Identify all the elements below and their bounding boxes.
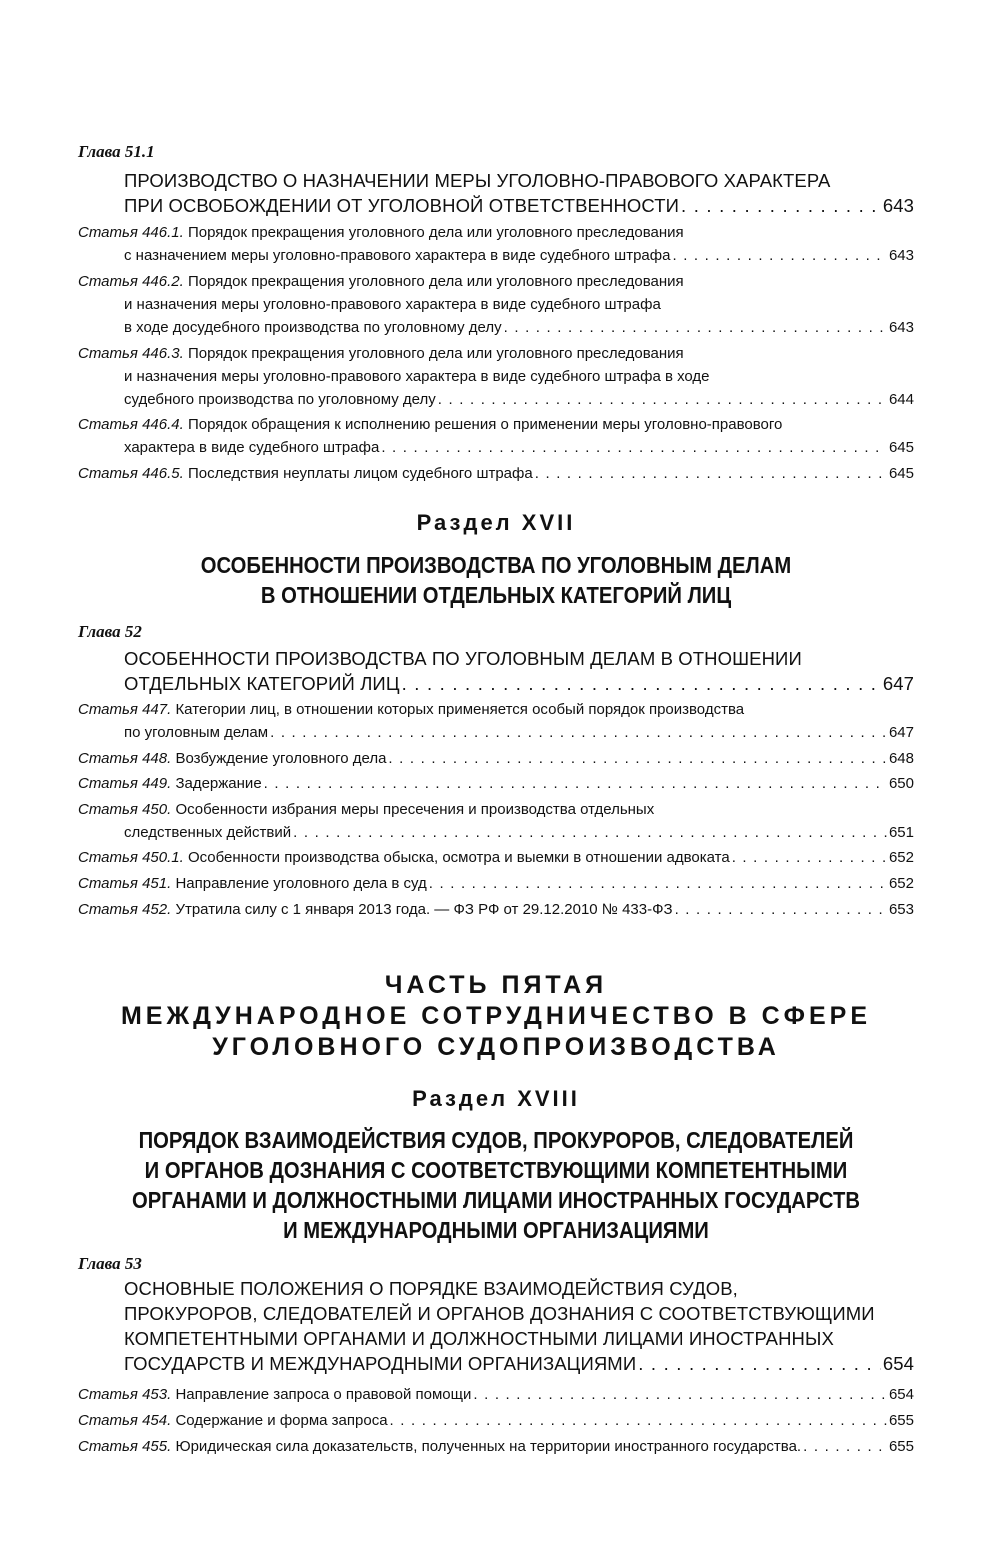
chapter-title-leader bbox=[124, 1351, 914, 1376]
article-title: следственных действий bbox=[124, 824, 292, 841]
dot-leader bbox=[803, 1435, 887, 1458]
toc-entry-article-446-1 bbox=[78, 221, 914, 267]
page-number: 643 bbox=[882, 195, 914, 216]
article-title: Утратила силу с 1 января 2013 года. — ФЗ РФ от 29.12.2010 № 433-ФЗ bbox=[175, 901, 673, 918]
chapter-label: Глава 52 bbox=[78, 622, 142, 641]
dot-leader bbox=[402, 671, 881, 696]
dot-leader bbox=[381, 436, 887, 459]
article-label: Статья 452. bbox=[78, 901, 172, 918]
page-number: 647 bbox=[882, 673, 914, 694]
article-label: Статья 446.5. bbox=[78, 465, 184, 482]
section-title bbox=[111, 550, 882, 610]
section-title-line: ОРГАНАМИ И ДОЛЖНОСТНЫМИ ЛИЦАМИ ИНОСТРАННЫХ ГОСУДАРСТВ bbox=[131, 1187, 861, 1213]
page-number: 654 bbox=[882, 1353, 914, 1374]
dot-leader bbox=[638, 1351, 881, 1376]
section-title-line: ПОРЯДОК ВЗАИМОДЕЙСТВИЯ СУДОВ, ПРОКУРОРОВ, СЛЕДОВАТЕЛЕЙ bbox=[138, 1127, 854, 1153]
toc-page bbox=[78, 0, 914, 1552]
page-number: 645 bbox=[888, 439, 914, 456]
dot-leader bbox=[388, 747, 887, 770]
page-number: 644 bbox=[888, 391, 914, 408]
chapter-title-line: ОТДЕЛЬНЫХ КАТЕГОРИЙ ЛИЦ bbox=[124, 673, 400, 694]
article-title: Особенности производства обыска, осмотра и выемки в отношении адвоката bbox=[187, 849, 730, 866]
toc-entry-article-452 bbox=[78, 898, 914, 921]
toc-entry-article-446-2 bbox=[78, 270, 914, 339]
toc-entry-article-454 bbox=[78, 1409, 914, 1432]
page-number: 653 bbox=[888, 901, 914, 918]
section-title-line: В ОТНОШЕНИИ ОТДЕЛЬНЫХ КАТЕГОРИЙ ЛИЦ bbox=[260, 582, 732, 608]
part-title-line: УГОЛОВНОГО СУДОПРОИЗВОДСТВА bbox=[212, 1033, 780, 1061]
dot-leader bbox=[732, 846, 887, 869]
dot-leader bbox=[429, 872, 887, 895]
chapter-title-line: ГОСУДАРСТВ И МЕЖДУНАРОДНЫМИ ОРГАНИЗАЦИЯМИ bbox=[124, 1353, 637, 1374]
toc-entry-article-450-1 bbox=[78, 846, 914, 869]
page-number: 655 bbox=[888, 1412, 914, 1429]
article-title: Содержание и форма запроса bbox=[175, 1412, 388, 1429]
page-number: 647 bbox=[888, 724, 914, 741]
part-title bbox=[48, 970, 944, 1063]
article-title: и назначения меры уголовно-правового характера в виде судебного штрафа bbox=[124, 296, 661, 313]
dot-leader bbox=[264, 772, 887, 795]
article-title: Направление уголовного дела в суд bbox=[175, 875, 427, 892]
chapter-title-line: ПРОКУРОРОВ, СЛЕДОВАТЕЛЕЙ И ОРГАНОВ ДОЗНАНИЯ С СООТВЕТСТВУЮЩИМИ bbox=[124, 1303, 875, 1324]
article-label: Статья 446.1. bbox=[78, 224, 184, 241]
dot-leader bbox=[390, 1409, 887, 1432]
article-title: Порядок прекращения уголовного дела или уголовного преследования bbox=[187, 345, 684, 362]
dot-leader bbox=[672, 244, 887, 267]
page-number: 655 bbox=[888, 1438, 914, 1455]
part-title-line: ЧАСТЬ ПЯТАЯ bbox=[384, 971, 608, 999]
section-label: Раздел XVIII bbox=[412, 1086, 580, 1111]
chapter-title-line: ОСНОВНЫЕ ПОЛОЖЕНИЯ О ПОРЯДКЕ ВЗАИМОДЕЙСТВИЯ СУДОВ, bbox=[124, 1278, 738, 1299]
chapter-title-line: ПРИ ОСВОБОЖДЕНИИ ОТ УГОЛОВНОЙ ОТВЕТСТВЕННОСТИ bbox=[124, 195, 680, 216]
toc-entry-article-448 bbox=[78, 747, 914, 770]
chapter-title-leader bbox=[124, 671, 914, 696]
page-number: 654 bbox=[888, 1386, 914, 1403]
article-label: Статья 446.4. bbox=[78, 416, 184, 433]
article-title: Задержание bbox=[175, 775, 262, 792]
article-label: Статья 453. bbox=[78, 1386, 172, 1403]
page-number: 643 bbox=[888, 319, 914, 336]
page-number: 643 bbox=[888, 247, 914, 264]
dot-leader bbox=[681, 193, 881, 218]
section-title-line: ОСОБЕННОСТИ ПРОИЗВОДСТВА ПО УГОЛОВНЫМ ДЕЛАМ bbox=[200, 552, 792, 578]
article-title: Особенности избрания меры пресечения и производства отдельных bbox=[175, 801, 655, 818]
article-label: Статья 447. bbox=[78, 701, 172, 718]
dot-leader bbox=[270, 721, 887, 744]
page-number: 652 bbox=[888, 849, 914, 866]
toc-entry-article-451 bbox=[78, 872, 914, 895]
article-title: Категории лиц, в отношении которых применяется особый порядок производства bbox=[175, 701, 745, 718]
chapter-title bbox=[124, 1276, 914, 1376]
chapter-title bbox=[124, 646, 914, 696]
chapter-label: Глава 53 bbox=[78, 1254, 142, 1273]
page-number: 650 bbox=[888, 775, 914, 792]
dot-leader bbox=[473, 1383, 887, 1406]
page-number: 645 bbox=[888, 465, 914, 482]
dot-leader bbox=[438, 388, 887, 411]
article-label: Статья 454. bbox=[78, 1412, 172, 1429]
part-title-line: МЕЖДУНАРОДНОЕ СОТРУДНИЧЕСТВО В СФЕРЕ bbox=[120, 1002, 872, 1030]
chapter-label: Глава 51.1 bbox=[78, 142, 155, 161]
chapter-title-line: ПРОИЗВОДСТВО О НАЗНАЧЕНИИ МЕРЫ УГОЛОВНО-ПРАВОВОГО ХАРАКТЕРА bbox=[124, 170, 831, 191]
article-label: Статья 450. bbox=[78, 801, 172, 818]
chapter-title bbox=[124, 168, 914, 218]
section-label: Раздел XVII bbox=[416, 510, 576, 535]
chapter-title-line: ОСОБЕННОСТИ ПРОИЗВОДСТВА ПО УГОЛОВНЫМ ДЕЛАМ В ОТНОШЕНИИ bbox=[124, 648, 802, 669]
article-label: Статья 446.3. bbox=[78, 345, 184, 362]
article-title: судебного производства по уголовному делу bbox=[124, 391, 436, 408]
article-label: Статья 455. bbox=[78, 1438, 172, 1455]
article-title: по уголовным делам bbox=[124, 724, 269, 741]
toc-entry-article-446-5 bbox=[78, 462, 914, 485]
page-number: 648 bbox=[888, 750, 914, 767]
article-label: Статья 451. bbox=[78, 875, 172, 892]
page-number: 652 bbox=[888, 875, 914, 892]
article-title: Порядок обращения к исполнению решения о применении меры уголовно-правового bbox=[187, 416, 783, 433]
dot-leader bbox=[293, 821, 887, 844]
article-title: с назначением меры уголовно-правового характера в виде судебного штрафа bbox=[124, 247, 671, 264]
toc-entry-article-449 bbox=[78, 772, 914, 795]
article-title: Направление запроса о правовой помощи bbox=[175, 1386, 472, 1403]
article-label: Статья 446.2. bbox=[78, 273, 184, 290]
section-title bbox=[111, 1125, 882, 1245]
chapter-title-line: КОМПЕТЕНТНЫМИ ОРГАНАМИ И ДОЛЖНОСТНЫМИ ЛИЦАМИ ИНОСТРАННЫХ bbox=[124, 1328, 834, 1349]
toc-entry-article-455 bbox=[78, 1435, 914, 1458]
dot-leader bbox=[504, 316, 887, 339]
article-label: Статья 449. bbox=[78, 775, 172, 792]
article-title: Последствия неуплаты лицом судебного штрафа bbox=[187, 465, 533, 482]
article-title: Порядок прекращения уголовного дела или уголовного преследования bbox=[187, 224, 684, 241]
dot-leader bbox=[535, 462, 887, 485]
toc-entry-article-447 bbox=[78, 698, 914, 744]
article-title: Юридическая сила доказательств, полученных на территории иностранного государства. bbox=[175, 1438, 802, 1455]
section-title-line: И ОРГАНОВ ДОЗНАНИЯ С СООТВЕТСТВУЮЩИМИ КОМПЕТЕНТНЫМИ bbox=[144, 1157, 848, 1183]
article-title: в ходе досудебного производства по уголовному делу bbox=[124, 319, 502, 336]
dot-leader bbox=[675, 898, 887, 921]
article-title: и назначения меры уголовно-правового характера в виде судебного штрафа в ходе bbox=[124, 368, 710, 385]
toc-entry-article-450 bbox=[78, 798, 914, 844]
chapter-title-leader bbox=[124, 193, 914, 218]
section-title-line: И МЕЖДУНАРОДНЫМИ ОРГАНИЗАЦИЯМИ bbox=[283, 1217, 709, 1243]
article-title: Порядок прекращения уголовного дела или уголовного преследования bbox=[187, 273, 684, 290]
toc-entry-article-446-3 bbox=[78, 342, 914, 411]
toc-entry-article-446-4 bbox=[78, 413, 914, 459]
page-number: 651 bbox=[888, 824, 914, 841]
toc-entry-article-453 bbox=[78, 1383, 914, 1406]
article-title: характера в виде судебного штрафа bbox=[124, 439, 380, 456]
article-label: Статья 448. bbox=[78, 750, 172, 767]
article-label: Статья 450.1. bbox=[78, 849, 184, 866]
article-title: Возбуждение уголовного дела bbox=[175, 750, 387, 767]
